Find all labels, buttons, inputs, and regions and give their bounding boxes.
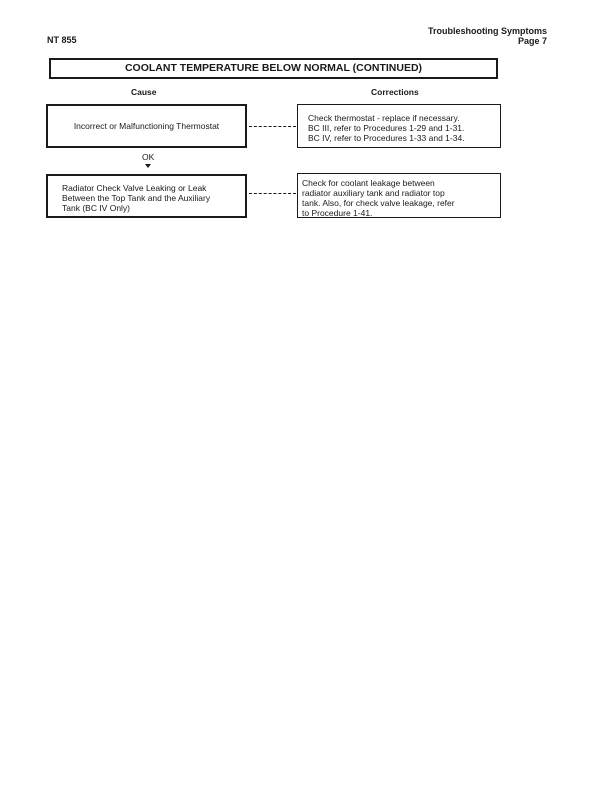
cause-line: Incorrect or Malfunctioning Thermostat (73, 121, 220, 131)
down-arrow-icon (145, 164, 151, 168)
correction-line: BC IV, refer to Procedures 1-33 and 1-34. (308, 133, 465, 143)
correction-box-check-valve (297, 173, 501, 218)
cause-line: Radiator Check Valve Leaking or Leak (62, 183, 207, 193)
correction-line: radiator auxiliary tank and radiator top (302, 188, 445, 198)
cause-line: Between the Top Tank and the Auxiliary (62, 193, 211, 203)
cause-box-thermostat (46, 104, 247, 148)
correction-line: tank. Also, for check valve leakage, refer (302, 198, 455, 208)
page-header (428, 26, 547, 46)
document-id: NT 855 (47, 35, 77, 45)
connector-line (249, 193, 296, 194)
correction-box-thermostat (297, 104, 501, 148)
correction-line: Check thermostat - replace if necessary. (308, 113, 460, 123)
correction-line: to Procedure 1-41. (302, 208, 373, 218)
connector-line (249, 126, 296, 127)
page-title: COOLANT TEMPERATURE BELOW NORMAL (CONTINUED) (49, 58, 498, 79)
correction-line: BC III, refer to Procedures 1-29 and 1-31. (308, 123, 465, 133)
corrections-column-heading: Corrections (371, 87, 419, 97)
cause-column-heading: Cause (131, 87, 157, 97)
ok-label: OK (142, 152, 155, 162)
cause-box-check-valve (46, 174, 247, 218)
page-number: Page 7 (517, 36, 547, 46)
cause-line: Tank (BC IV Only) (62, 203, 131, 213)
section-title: Troubleshooting Symptoms (427, 26, 547, 36)
correction-line: Check for coolant leakage between (302, 178, 435, 188)
